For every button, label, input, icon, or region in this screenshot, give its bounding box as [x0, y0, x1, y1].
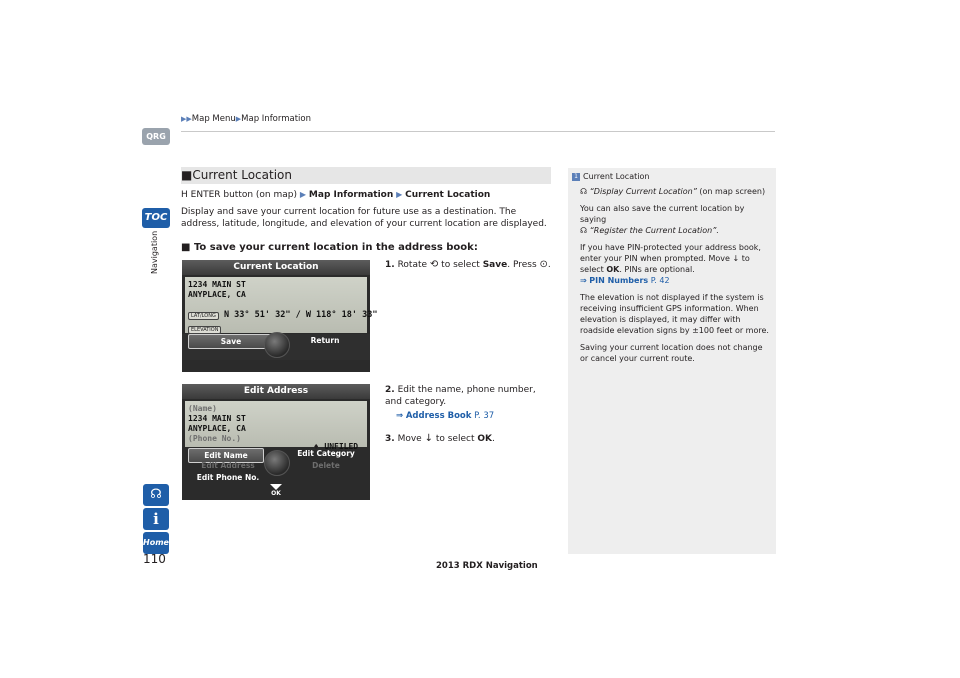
breadcrumb-arrow-icon: ▶: [235, 115, 242, 123]
menu-path: [181, 190, 490, 200]
interface-dial-icon: [264, 450, 290, 476]
ok-label[interactable]: OK: [271, 490, 281, 497]
note-paragraph: The elevation is not displayed if the system is receiving insufficient GPS information. When elevation is displayed, it may differ with roadside elevation signs by ±100 feet or more.: [580, 293, 769, 335]
address-book-link[interactable]: ⇒ Address Book P. 37: [396, 411, 495, 421]
edit-phone-button[interactable]: Edit Phone No.: [196, 473, 260, 482]
side-note: [568, 168, 776, 554]
screen-title: Current Location: [182, 260, 370, 275]
step-3: 3. Move ↓ to select OK.: [385, 433, 495, 444]
note-title: 1 Current Location: [572, 172, 649, 181]
elevation-badge: ELEVATION: [188, 326, 221, 334]
rotate-knob-icon: ⟲: [429, 259, 439, 270]
note-paragraph: Saving your current location does not change or cancel your current route.: [580, 343, 763, 363]
voice-icon: ☊: [580, 226, 588, 235]
path-start: ENTER button (on map): [190, 190, 298, 200]
step-1: 1. Rotate ⟲ to select Save. Press ⊙.: [385, 259, 551, 270]
edit-address-button[interactable]: Edit Address: [201, 461, 255, 470]
edit-address-screen: [182, 384, 370, 500]
move-knob-icon: ↓: [424, 433, 433, 444]
edit-name-button[interactable]: Edit Name: [188, 448, 264, 463]
interface-dial-icon: [264, 332, 290, 358]
home-icon[interactable]: Home: [143, 532, 169, 554]
note-voice-command: ☊ “Display Current Location” (on map screen): [580, 187, 766, 196]
address-line-1: 1234 MAIN ST: [188, 280, 246, 289]
path-arrow-icon: ▶: [299, 190, 307, 199]
delete-button[interactable]: Delete: [312, 461, 340, 470]
breadcrumb: [181, 114, 311, 124]
header-divider: [181, 131, 775, 132]
square-bullet-icon: ■: [181, 168, 193, 182]
toc-tab[interactable]: TOC: [142, 208, 170, 228]
page-number: 110: [143, 552, 166, 566]
section-description: Display and save your current location for future use as a destination. The address, latitude, longitude, and elevation of your current location are displayed.: [181, 207, 547, 229]
phone-placeholder: (Phone No.): [188, 434, 241, 443]
note-paragraph: If you have PIN-protected your address book, enter your PIN when prompted. Move ↓ to select OK. PINs are optional. ⇒ PIN Numbers P. 42: [580, 243, 761, 285]
category-value: UNFILED: [324, 442, 359, 451]
screen-body: [185, 277, 378, 333]
return-button[interactable]: Return: [310, 336, 340, 345]
subheading: ■ To save your current location in the address book:: [181, 242, 478, 253]
press-knob-icon: ⊙: [539, 259, 548, 270]
enter-button-icon: H: [181, 190, 188, 200]
note-paragraph: You can also save the current location by saying ☊ “Register the Current Location”.: [580, 204, 745, 235]
section-side-label: Navigation: [150, 230, 159, 274]
save-button[interactable]: Save: [188, 334, 274, 349]
voice-icon: ☊: [580, 187, 588, 196]
step-2: 2. Edit the name, phone number, and category. ⇒ Address Book P. 37: [385, 384, 555, 422]
address-line-2: ANYPLACE, CA: [188, 290, 246, 299]
path-step-current-location: Current Location: [405, 190, 491, 200]
breadcrumb-arrow-icon: ▶▶: [181, 115, 192, 123]
address-line-1: 1234 MAIN ST: [188, 414, 246, 423]
section-title: ■Current Location: [181, 168, 292, 182]
breadcrumb-item-map-menu[interactable]: Map Menu: [191, 114, 236, 124]
screen-title: Edit Address: [182, 384, 370, 399]
path-step-map-information: Map Information: [308, 190, 394, 200]
cross-ref-arrow-icon: ⇒: [580, 276, 587, 285]
move-knob-icon: ↓: [732, 254, 740, 263]
edit-category-button[interactable]: Edit Category: [297, 449, 355, 458]
address-line-2: ANYPLACE, CA: [188, 424, 246, 433]
current-location-screen: [182, 260, 378, 372]
info-icon[interactable]: i: [143, 508, 169, 530]
path-arrow-icon: ▶: [396, 190, 403, 199]
note-body: [580, 186, 772, 370]
footer-title: 2013 RDX Navigation: [436, 561, 538, 571]
coordinates: N 33° 51' 32" / W 118° 18' 33": [223, 310, 378, 320]
voice-command-icon[interactable]: ☊: [143, 484, 169, 506]
latlong-badge: LAT/LONG: [188, 312, 219, 320]
breadcrumb-item-map-information[interactable]: Map Information: [241, 114, 311, 124]
qrg-tab[interactable]: QRG: [142, 128, 170, 145]
screen-body: [185, 401, 367, 451]
square-bullet-icon: ■: [181, 242, 194, 253]
screen-button-bar: [182, 334, 370, 360]
name-placeholder: (Name): [188, 404, 217, 413]
pin-numbers-link[interactable]: ⇒ PIN Numbers P. 42: [580, 276, 670, 285]
cross-ref-arrow-icon: ⇒: [396, 411, 404, 421]
category-icon: ♦: [313, 443, 320, 451]
